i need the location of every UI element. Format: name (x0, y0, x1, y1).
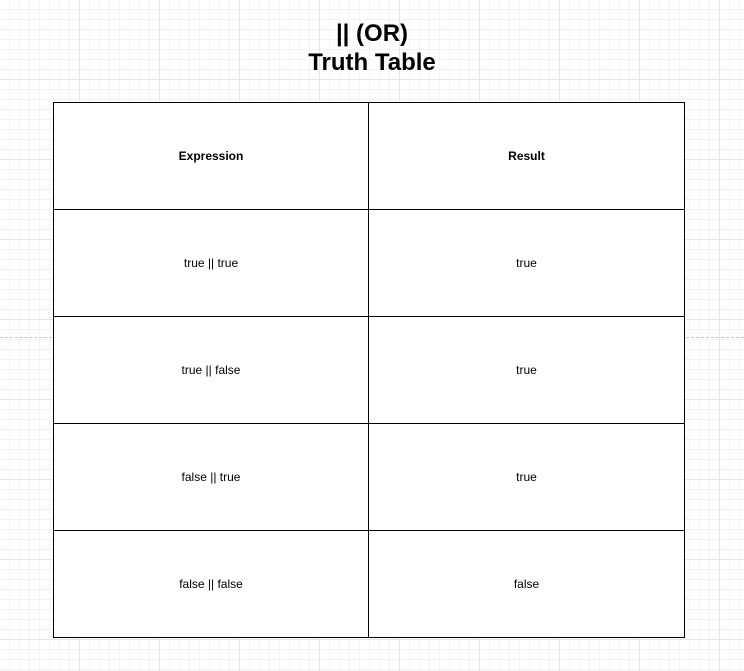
table-row (54, 317, 685, 424)
expression-cell[interactable]: true || true (54, 210, 369, 317)
result-cell[interactable]: true (369, 210, 685, 317)
page-break-right (686, 337, 744, 338)
expression-cell[interactable]: false || true (54, 424, 369, 531)
title-line-1: || (OR) (335, 20, 409, 47)
result-cell[interactable]: true (369, 424, 685, 531)
result-cell[interactable]: true (369, 317, 685, 424)
page-break-left (0, 337, 52, 338)
expression-cell[interactable]: false || false (54, 531, 369, 638)
table-row (54, 424, 685, 531)
header-expression[interactable]: Expression (54, 103, 369, 210)
expression-cell[interactable]: true || false (54, 317, 369, 424)
header-result[interactable]: Result (369, 103, 685, 210)
result-cell[interactable]: false (369, 531, 685, 638)
diagram-title[interactable] (0, 19, 744, 77)
truth-table[interactable] (53, 102, 685, 638)
table-header-row (54, 103, 685, 210)
title-line-2: Truth Table (308, 49, 436, 76)
table-row (54, 210, 685, 317)
table-row (54, 531, 685, 638)
